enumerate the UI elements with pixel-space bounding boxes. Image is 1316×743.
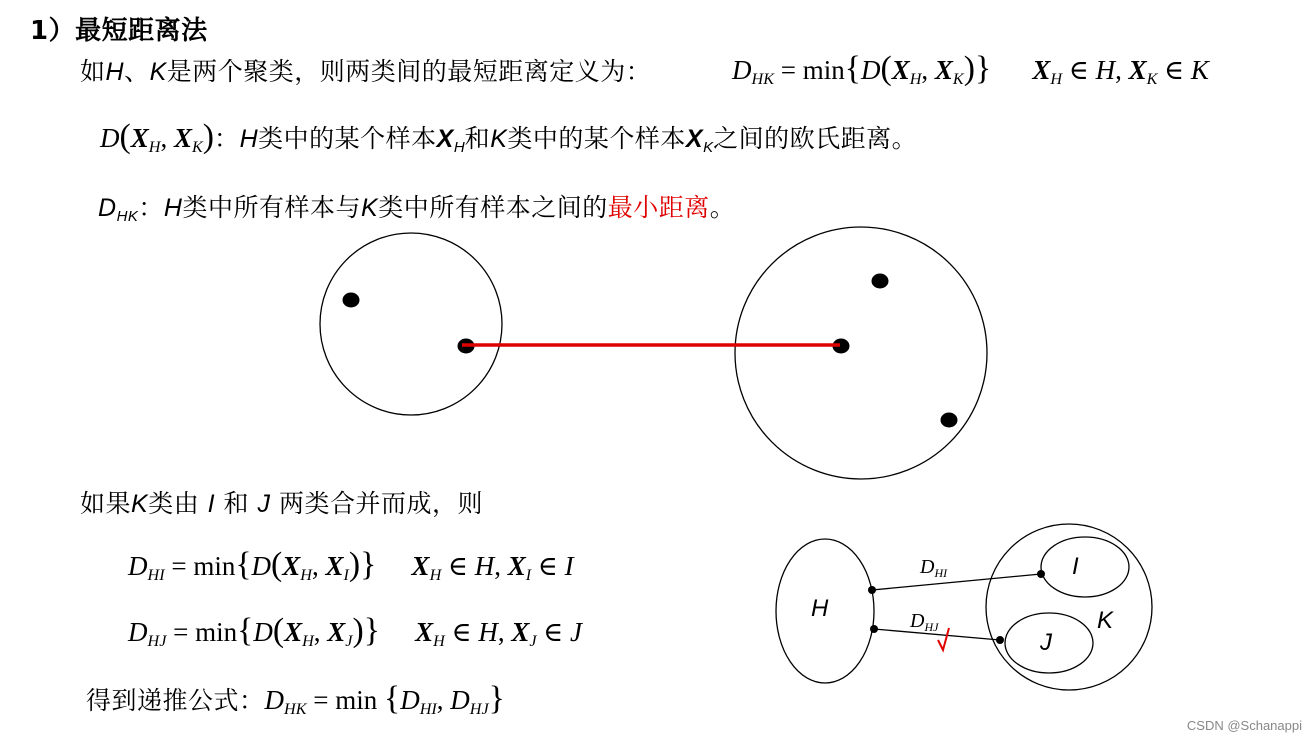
distance-explanation: D(XH, XK)：H类中的某个样本XH和K类中的某个样本XK之间的欧氏距离。 (100, 118, 918, 156)
highlight-min-distance: 最小距离 (607, 193, 710, 222)
label-j: J (1040, 629, 1052, 656)
min-distance-explanation: DHK：H类中所有样本与K类中所有样本之间的最小距离。 (98, 193, 736, 225)
label-dhi: $D_{HI}$ (920, 556, 948, 580)
sample-point (868, 586, 876, 594)
d-xh-xk: D(XH, XK) (100, 118, 215, 156)
sample-point (1037, 570, 1045, 578)
recursive-formula: DHK = min {DHI, DHJ} (264, 680, 505, 718)
label-k: K (1097, 607, 1114, 634)
recursive-formula-line: 得到递推公式：DHK = min {DHI, DHJ} (86, 680, 505, 718)
label-dhj: $D_{HJ}$ (910, 610, 939, 634)
definition-line: 如H、K是两个聚类，则两类间的最短距离定义为： (80, 57, 652, 86)
dhi-line (872, 574, 1041, 590)
watermark: CSDN @Schanappi (1186, 718, 1302, 733)
cluster-i-ellipse (1041, 537, 1129, 597)
label-i: I (1072, 553, 1079, 580)
shortest-distance-formula: DHK = min{D(XH, XK)} XH ∈ H, XK ∈ K (732, 50, 1209, 88)
label-h: H (811, 595, 829, 622)
red-checkmark (938, 628, 949, 650)
sample-point (996, 636, 1004, 644)
merge-condition: 如果K类由 I 和 J 两类合并而成，则 (80, 489, 483, 518)
sample-point (870, 625, 878, 633)
section-heading: 1）最短距离法 (30, 16, 208, 46)
dhj-formula: DHJ = min{D(XH, XJ)} XH ∈ H, XJ ∈ J (128, 612, 583, 650)
cluster-k-circle (986, 524, 1152, 690)
dhi-formula: DHI = min{D(XH, XI)} XH ∈ H, XI ∈ I (128, 546, 574, 584)
